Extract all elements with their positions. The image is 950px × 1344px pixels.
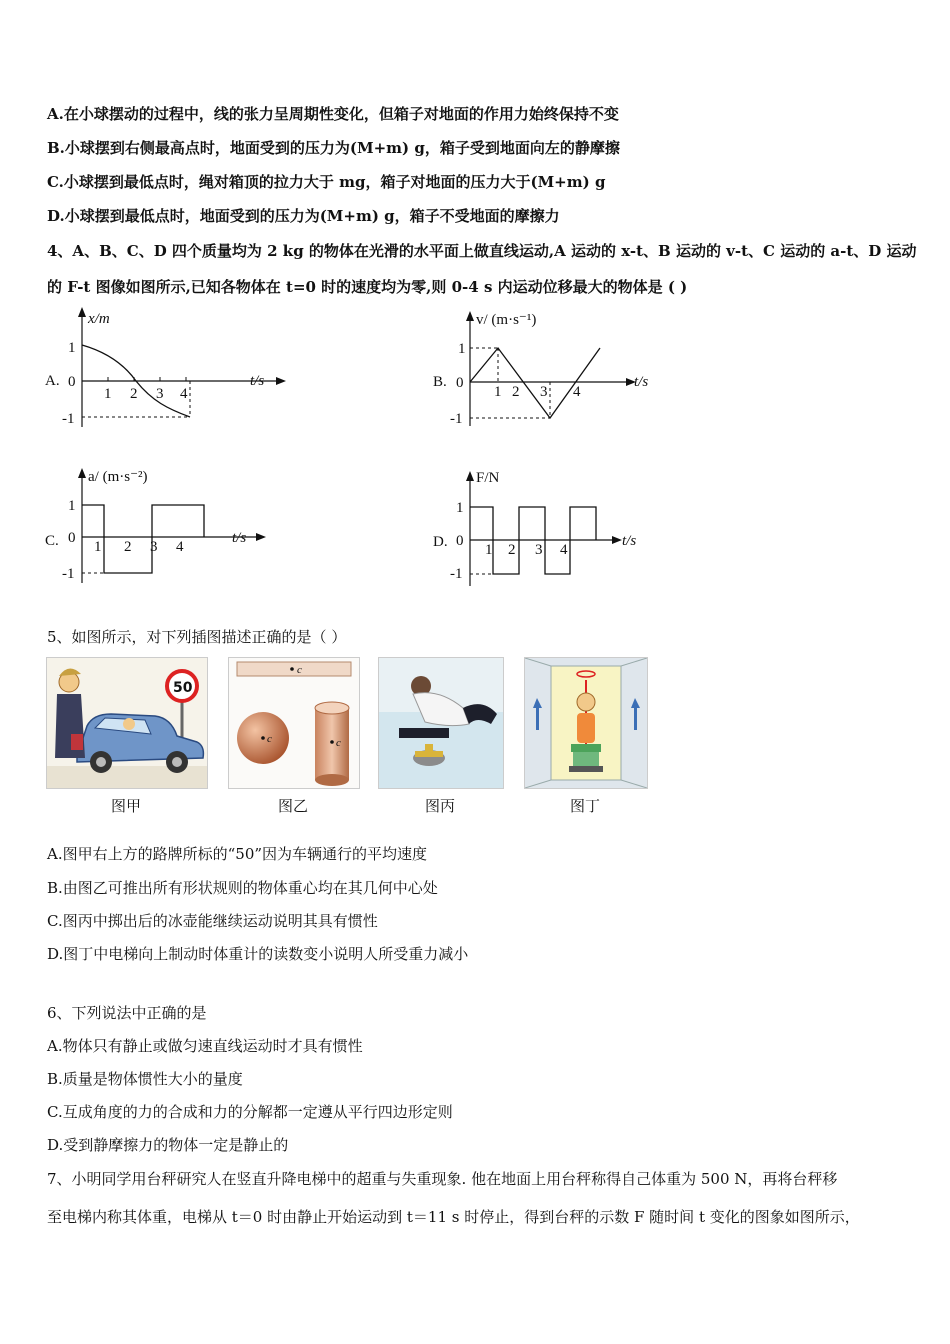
q6-option-a: A.物体只有静止或做匀速直线运动时才具有惯性 — [47, 1037, 363, 1055]
speed-sign-value: 50 — [173, 680, 193, 696]
graph-c-xtick-2: 2 — [124, 539, 132, 555]
sphere-center-label: c — [267, 733, 272, 745]
graph-d — [430, 468, 680, 593]
graph-c — [40, 465, 290, 590]
caption-ding: 图丁 — [569, 797, 600, 815]
figure-yi — [228, 657, 360, 789]
graph-a-ytick-neg1: -1 — [62, 411, 75, 427]
graph-d-ylabel: F/N — [476, 470, 500, 486]
q7-stem-line2: 至电梯内称其体重，电梯从 t＝0 时由静止开始运动到 t＝11 s 时停止，得到台秤的示数 F 随时间 t 变化的图象如图所示， — [47, 1208, 860, 1226]
graph-a-xlabel: t/s — [250, 373, 265, 389]
graph-a-xtick-3: 3 — [156, 386, 164, 402]
q5-stem: 5、如图所示，对下列插图描述正确的是（ ） — [47, 628, 347, 646]
graph-b-label: B. — [433, 374, 447, 390]
q6-option-c: C.互成角度的力的合成和力的分解都一定遵从平行四边形定则 — [47, 1103, 453, 1121]
figure-jia — [46, 657, 208, 789]
graph-b-xlabel: t/s — [634, 374, 649, 390]
graph-c-xtick-1: 1 — [94, 539, 102, 555]
graph-c-xtick-3: 3 — [150, 539, 158, 555]
graph-a-xtick-1: 1 — [104, 386, 112, 402]
graph-a-xtick-2: 2 — [130, 386, 138, 402]
graph-a-ytick-0: 0 — [68, 374, 76, 390]
q3-option-c: C.小球摆到最低点时，绳对箱顶的拉力大于 mg，箱子对地面的压力大于(M+m) g — [47, 173, 606, 191]
graph-d-ytick-neg1: -1 — [450, 566, 463, 582]
graph-c-ytick-neg1: -1 — [62, 566, 75, 582]
q5-option-a: A.图甲右上方的路牌所标的“50”因为车辆通行的平均速度 — [47, 845, 428, 863]
caption-yi: 图乙 — [277, 797, 308, 815]
graph-b-xtick-4: 4 — [573, 384, 581, 400]
graph-d-label: D. — [433, 534, 448, 550]
q5-option-c: C.图丙中掷出后的冰壶能继续运动说明其具有惯性 — [47, 912, 378, 930]
graph-a-xtick-4: 4 — [180, 386, 188, 402]
graph-c-ytick-0: 0 — [68, 530, 76, 546]
graph-d-xtick-1: 1 — [485, 542, 493, 558]
q5-option-d: D.图丁中电梯向上制动时体重计的读数变小说明人所受重力减小 — [47, 945, 469, 963]
graph-d-xtick-3: 3 — [535, 542, 543, 558]
bar-center-label: c — [297, 664, 302, 676]
graph-b-xtick-3: 3 — [540, 384, 548, 400]
graph-d-xtick-2: 2 — [508, 542, 516, 558]
cylinder-center-label: c — [336, 737, 341, 749]
graph-a — [40, 305, 290, 435]
q5-option-b: B.由图乙可推出所有形状规则的物体重心均在其几何中心处 — [47, 879, 438, 897]
graph-b-xtick-1: 1 — [494, 384, 502, 400]
graph-d-ytick-1: 1 — [456, 500, 464, 516]
caption-bing: 图丙 — [424, 797, 455, 815]
q4-stem-line1: 4、A、B、C、D 四个质量均为 2 kg 的物体在光滑的水平面上做直线运动,A 运动的 x-t、B 运动的 v-t、C 运动的 a-t、D 运动 — [47, 242, 917, 260]
graph-b-xtick-2: 2 — [512, 384, 520, 400]
graph-c-ylabel: a/ (m·s⁻²) — [88, 469, 148, 485]
figure-ding — [524, 657, 648, 789]
graph-a-ytick-1: 1 — [68, 340, 76, 356]
q4-stem-line2: 的 F-t 图像如图所示,已知各物体在 t=0 时的速度均为零,则 0-4 s 内运动位移最大的物体是 ( ) — [47, 278, 688, 296]
graph-b-ytick-1: 1 — [458, 341, 466, 357]
graph-c-xlabel: t/s — [232, 530, 247, 546]
graph-d-xtick-4: 4 — [560, 542, 568, 558]
graph-b-ytick-0: 0 — [456, 375, 464, 391]
graph-c-xtick-4: 4 — [176, 539, 184, 555]
graph-d-ytick-0: 0 — [456, 533, 464, 549]
q6-option-b: B.质量是物体惯性大小的量度 — [47, 1070, 243, 1088]
q7-stem-line1: 7、小明同学用台秤研究人在竖直升降电梯中的超重与失重现象. 他在地面上用台秤称得自己体重为 500 N，再将台秤移 — [47, 1170, 838, 1188]
q6-stem: 6、下列说法中正确的是 — [47, 1004, 207, 1022]
q3-option-a: A.在小球摆动的过程中，线的张力呈周期性变化，但箱子对地面的作用力始终保持不变 — [47, 105, 619, 123]
caption-jia: 图甲 — [110, 797, 141, 815]
graph-c-label: C. — [45, 533, 59, 549]
graph-b — [430, 308, 680, 433]
q3-option-d: D.小球摆到最低点时，地面受到的压力为(M+m) g，箱子不受地面的摩擦力 — [47, 207, 560, 225]
graph-a-label: A. — [45, 373, 60, 389]
q3-option-b: B.小球摆到右侧最高点时，地面受到的压力为(M+m) g，箱子受到地面向左的静摩擦 — [47, 139, 620, 157]
graph-c-ytick-1: 1 — [68, 498, 76, 514]
graph-b-ytick-neg1: -1 — [450, 411, 463, 427]
figure-bing — [378, 657, 504, 789]
graph-b-ylabel: v/ (m·s⁻¹) — [476, 312, 537, 328]
graph-a-ylabel: x/m — [88, 311, 110, 327]
q6-option-d: D.受到静摩擦力的物体一定是静止的 — [47, 1136, 289, 1154]
graph-d-xlabel: t/s — [622, 533, 637, 549]
